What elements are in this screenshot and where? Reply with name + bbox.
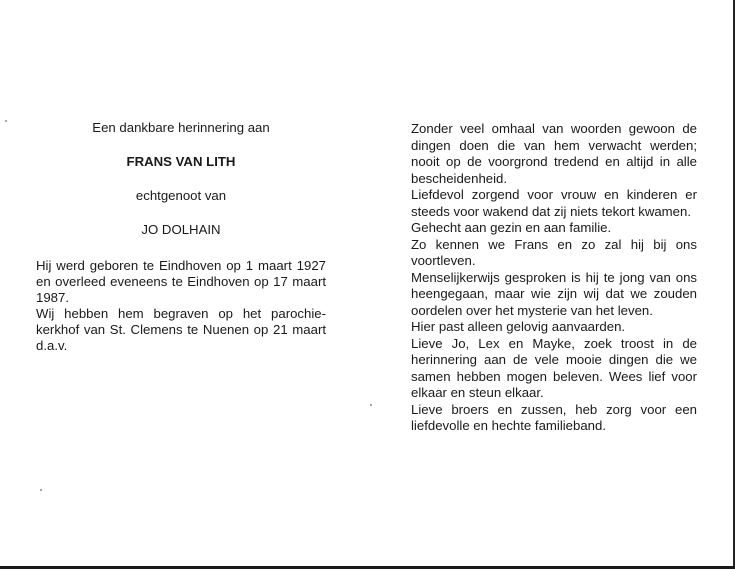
birth-death-paragraph: Hij werd geboren te Eindhoven op 1 maart 1927 en overleed eveneens te Eindhoven op 17 maart 1987. xyxy=(36,258,326,305)
right-column xyxy=(411,121,697,435)
intro-line: Een dankbare herinnering aan xyxy=(92,120,270,135)
left-column xyxy=(36,120,326,354)
deceased-name: FRANS VAN LITH xyxy=(126,154,236,169)
speck xyxy=(40,489,42,491)
speck xyxy=(5,120,7,122)
burial-paragraph: Wij hebben hem begraven op het parochie-kerkhof van St. Clemens te Nuenen op 21 maart d.a.v. xyxy=(36,306,326,353)
text-paragraph: Liefdevol zorgend voor vrouw en kinderen er steeds voor wakend dat zij niets tekort kwamen. xyxy=(411,187,697,219)
text-paragraph: Hier past alleen gelovig aanvaarden. xyxy=(411,319,626,334)
text-paragraph: Zonder veel omhaal van woorden gewoon de dingen doen die van hem verwacht werden; nooit op de voorgrond tredend en altijd in alle bescheidenheid. xyxy=(411,121,697,186)
text-paragraph: Menselijkerwijs gesproken is hij te jong van ons heengegaan, maar wie zijn wij dat we zouden oordelen over het mysterie van het leven. xyxy=(411,269,697,318)
text-paragraph: Gehecht aan gezin en aan familie. xyxy=(411,220,612,235)
spouse-name: JO DOLHAIN xyxy=(141,222,221,237)
relation-line: echtgenoot van xyxy=(135,188,227,203)
text-paragraph: Lieve Jo, Lex en Mayke, zoek troost in de herinnering aan de vele mooie dingen die we samen hebben mogen beleven. Wees lief voor elkaar en steun elkaar. xyxy=(411,335,697,400)
text-paragraph: Lieve broers en zussen, heb zorg voor een liefdevolle en hechte familieband. xyxy=(411,401,697,433)
text-paragraph: Zo kennen we Frans en zo zal hij bij ons voortleven. xyxy=(411,236,697,268)
speck xyxy=(370,404,372,406)
